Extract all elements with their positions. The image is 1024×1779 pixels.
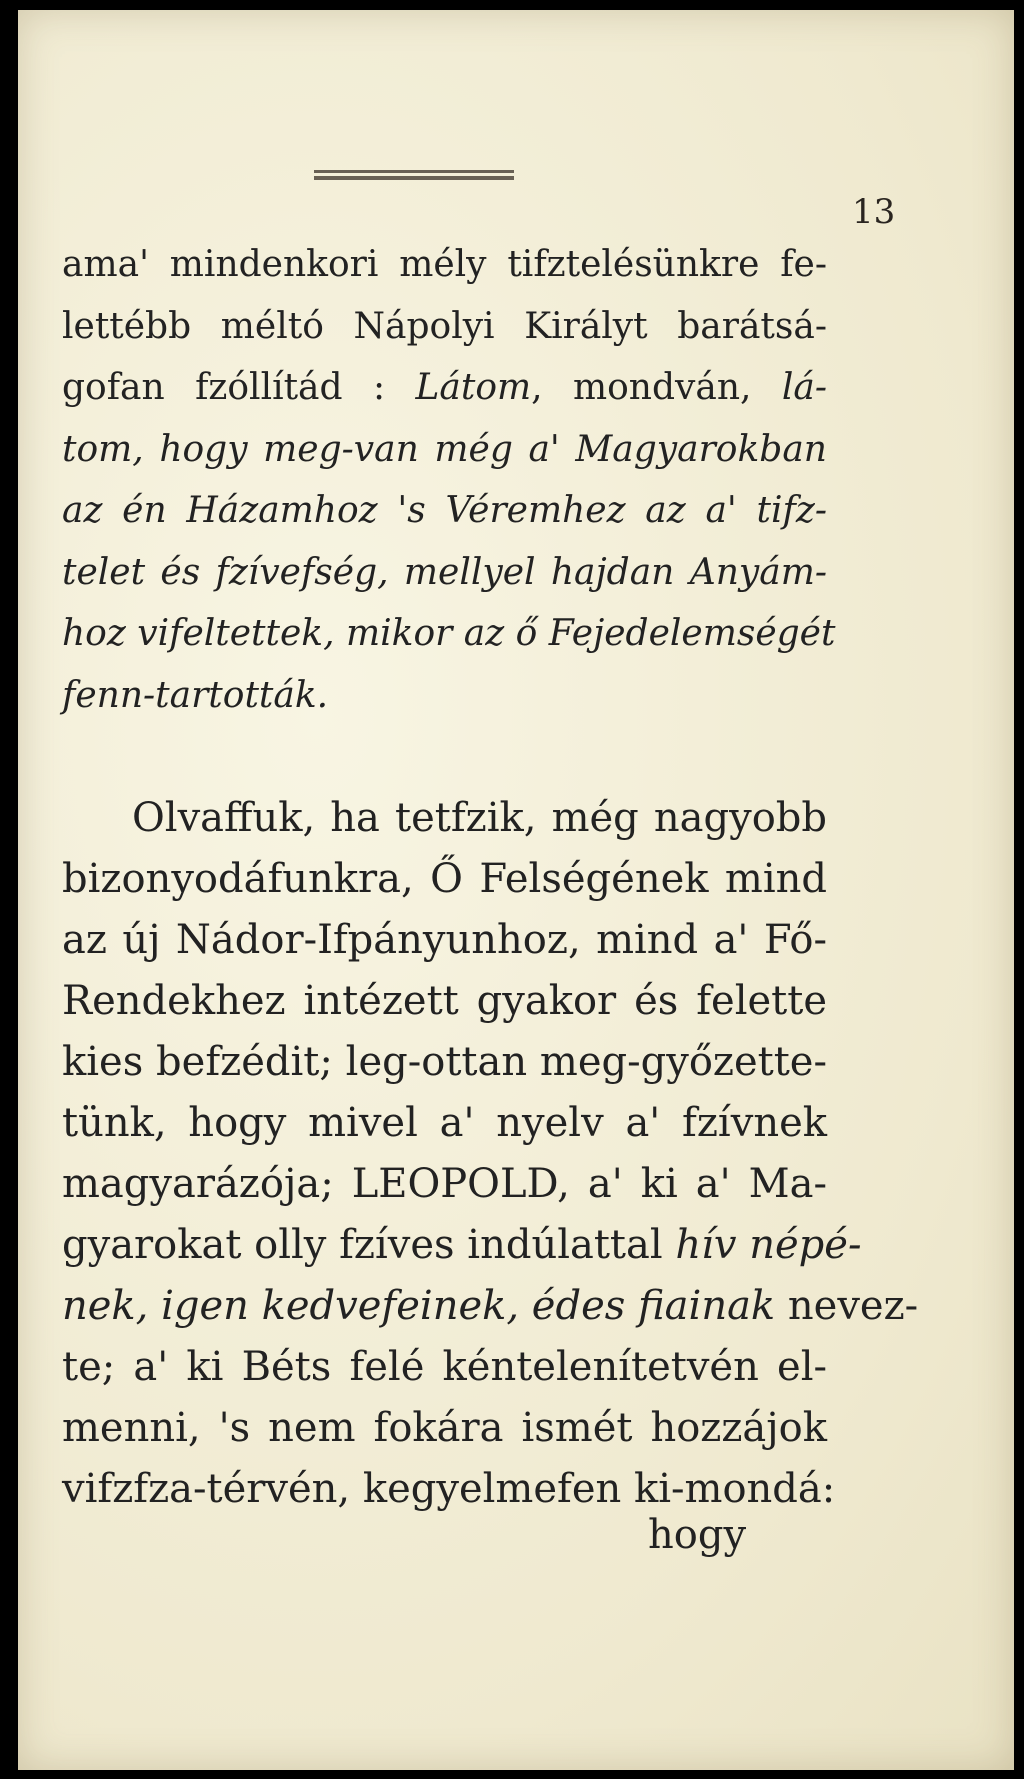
page-number: 13 — [852, 192, 896, 232]
text-segment: tünk, hogy mivel a' nyelv a' fzívnek — [62, 1100, 827, 1146]
text-line — [62, 1459, 836, 1520]
text-segment: gyarokat olly fzíves indúlattal — [62, 1222, 676, 1268]
text-segment: nevez- — [775, 1283, 919, 1329]
header-rule — [314, 170, 514, 180]
text-line — [62, 1276, 919, 1337]
italic-text: tom, hogy meg-van még a' Magyarokban — [62, 428, 827, 470]
text-line — [62, 1398, 827, 1459]
text-segment: lettébb méltó Nápolyi Királyt barátsá- — [62, 305, 827, 347]
italic-text: az én Házamhoz 's Véremhez az a' tifz- — [62, 490, 827, 531]
text-line — [62, 542, 827, 604]
text-segment: menni, 's nem fokára ismét hozzájok — [62, 1405, 827, 1451]
book-page — [18, 10, 1014, 1770]
text-line — [62, 296, 827, 358]
paragraph-1 — [62, 234, 836, 726]
italic-text: fenn-tartották. — [62, 674, 329, 716]
text-segment: gofan fzóllítád : — [62, 367, 416, 408]
text-line — [62, 480, 827, 542]
text-line — [62, 788, 827, 849]
text-segment: Rendekhez intézett gyakor és felette — [62, 978, 827, 1024]
catchword: hogy — [648, 1512, 747, 1558]
text-line — [62, 849, 827, 910]
text-line — [62, 665, 827, 727]
text-segment: , mondván, — [531, 367, 782, 408]
text-line — [62, 419, 827, 481]
text-line — [62, 357, 827, 419]
text-line — [62, 1032, 827, 1093]
text-line — [62, 910, 827, 971]
text-segment: te; a' ki Béts felé kéntelenítetvén el- — [62, 1344, 827, 1390]
text-segment: Olvaffuk, ha tetfzik, még nagyobb — [132, 795, 827, 841]
text-segment: vifzfza-térvén, kegyelmefen ki-mondá: — [62, 1466, 836, 1512]
text-line — [62, 1215, 862, 1276]
text-segment: bizonyodáfunkra, Ő Felségének mind — [62, 856, 827, 902]
italic-text: telet és fzívefség, mellyel hajdan Anyám- — [62, 551, 827, 593]
text-segment: ama' mindenkori mély tifztelésünkre fe- — [62, 244, 827, 285]
italic-text: nek, igen kedvefeinek, édes fiainak — [62, 1283, 776, 1329]
text-segment: az új Nádor-Ifpányunhoz, mind a' Fő- — [62, 917, 827, 963]
italic-text: hív népé- — [675, 1222, 862, 1268]
paragraph-2 — [62, 788, 919, 1520]
text-line — [62, 1093, 827, 1154]
italic-text: Látom — [415, 367, 532, 408]
text-line — [62, 1154, 827, 1215]
text-segment: magyarázója; LEOPOLD, a' ki a' Ma- — [62, 1161, 827, 1207]
italic-text: lá- — [781, 367, 827, 408]
text-line — [62, 1337, 827, 1398]
text-line — [62, 603, 836, 665]
text-line — [62, 971, 827, 1032]
italic-text: hoz vifeltettek, mikor az ő Fejedelemségét — [62, 613, 836, 654]
text-line — [62, 234, 827, 296]
text-segment: kies befzédit; leg-ottan meg-győzette- — [62, 1039, 827, 1085]
